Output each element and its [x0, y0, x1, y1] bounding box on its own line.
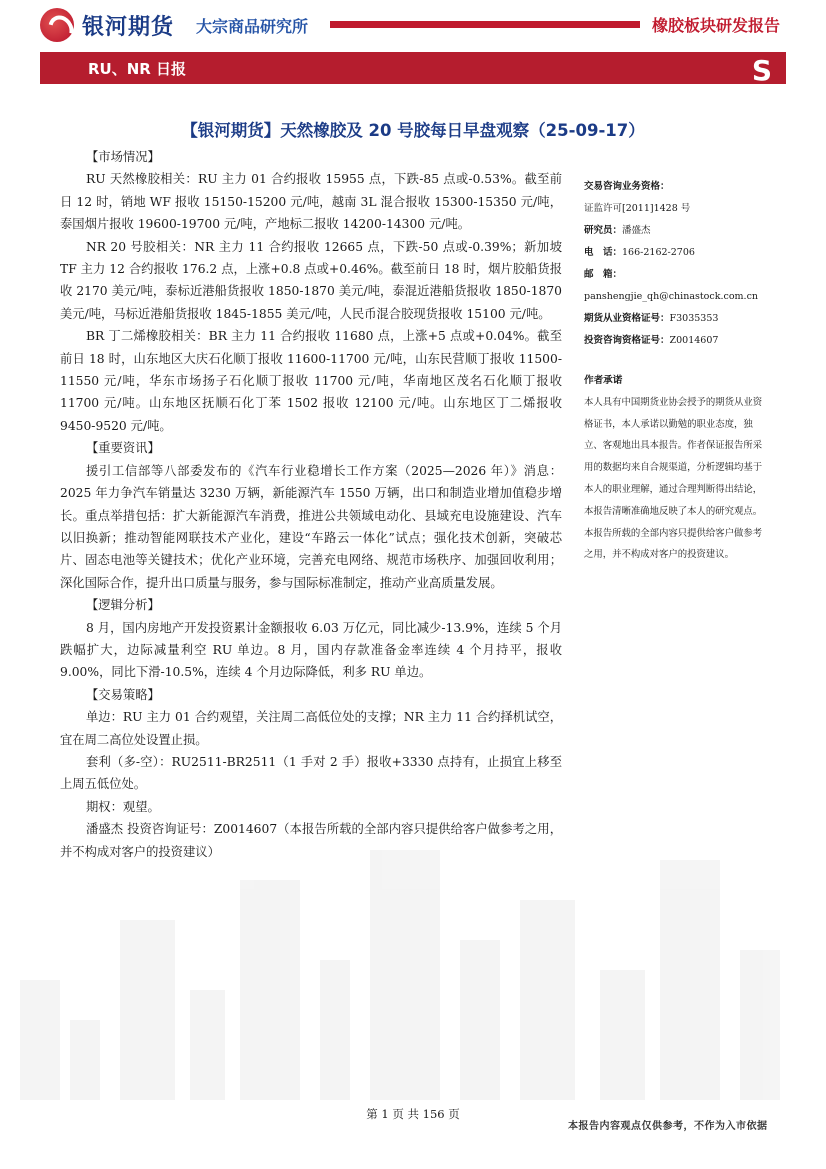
disclaimer-note: 本报告内容观点仅供参考，不作为入市依据	[568, 1121, 768, 1132]
page-number: 第 1 页 共 156 页	[366, 1107, 460, 1121]
futures-cert: F3035353	[669, 313, 719, 324]
futures-cert-label: 期货从业资格证号：	[584, 313, 670, 324]
category-band	[40, 52, 786, 87]
paragraph: RU 天然橡胶相关：RU 主力 01 合约报收 15955 点，下跌-85 点或-0.53%。截至前日 12 时，销地 WF 报收 15150-15200 元/吨，越南 3L 混合报收 15300-15350 元/吨，泰国烟片报收 19600-19700 元/吨，产地标二报收 14200-14300 元/吨。	[60, 172, 562, 232]
paragraph: 8 月，国内房地产开发投资累计金额报收 6.03 万亿元，同比减少-13.9%，连续 5 个月跌幅扩大，边际减量利空 RU 单边。8 月，国内存款准备金率连续 4 个月持平，报收 9.00%，同比下滑-10.5%，连续 4 个月边际降低，利多 RU 单边。	[60, 620, 562, 680]
report-title: 【银河期货】天然橡胶及 20 号胶每日早盘观察（25-09-17）	[181, 121, 645, 140]
section-logic	[60, 594, 562, 684]
phone-number: 166-2162-2706	[622, 247, 695, 258]
section-heading: 【市场情况】	[86, 150, 160, 164]
paragraph: 期权：观望。	[86, 799, 160, 814]
researcher-row	[584, 220, 774, 242]
invest-cert-label: 投资咨询资格证号：	[584, 335, 670, 346]
section-news	[60, 437, 562, 594]
section-heading: 【交易策略】	[86, 687, 160, 702]
email-label: 邮 箱：	[584, 269, 623, 280]
section-heading: 【逻辑分析】	[86, 598, 160, 613]
company-name: 银河期货	[82, 15, 175, 40]
paragraph: 套利（多-空）：RU2511-BR2511（1 手对 2 手）报收+3330 点持有，止损宜上移至上周五低位处。	[60, 754, 562, 792]
paragraph: 单边：RU 主力 01 合约观望，关注周二高低位处的支撑；NR 主力 11 合约择机试空，宜在周二高位处设置止损。	[60, 710, 562, 747]
pledge-heading: 作者承诺	[584, 375, 623, 386]
futures-cert-row	[584, 308, 774, 330]
department-name: 大宗商品研究所	[196, 17, 309, 36]
invest-cert: Z0014607	[669, 335, 719, 346]
email-address[interactable]: panshengjie_qh@chinastock.com.cn	[584, 291, 759, 302]
galaxy-logo-icon	[40, 8, 74, 42]
qualification-label: 交易咨询业务资格：	[584, 181, 670, 192]
paragraph: NR 20 号胶相关：NR 主力 11 合约报收 12665 点，下跌-50 点或-0.39%；新加坡 TF 主力 12 合约报收 176.2 点，上涨+0.8 点或+0.46%。截至前日 18 时，烟片胶船货报收 2170 美元/吨，泰标近港船货报收 1850-1870 美元/吨，泰混近港船货报收 1850-1870 美元/吨，马标近港船货报收 1845-1855 美元/吨，人民币混合胶现货报收 15100 元/吨。	[60, 239, 562, 321]
license-number: 证监许可[2011]1428 号	[584, 203, 691, 214]
invest-cert-row	[584, 330, 774, 352]
report-type: 橡胶板块研发报告	[652, 16, 781, 35]
report-header	[0, 0, 826, 52]
section-heading: 【重要资讯】	[86, 441, 160, 456]
skyline-watermark	[0, 840, 826, 1100]
pledge-text: 本人具有中国期货业协会授予的期货从业资格证书，本人承诺以勤勉的职业态度，独立、客观地出具本报告。作者保证报告所采用的数据均来自合规渠道，分析逻辑均基于本人的职业理解，通过合理判断得出结论，本报告清晰准确地反映了本人的研究观点。本报告所载的全部内容只提供给客户做参考之用，并不构成对客户的投资建议。	[584, 396, 763, 561]
phone-row	[584, 242, 774, 264]
section-market	[60, 146, 562, 437]
report-body	[60, 146, 562, 863]
phone-label: 电 话：	[584, 247, 623, 258]
s-logo-icon: S	[751, 54, 772, 87]
section-strategy	[60, 684, 562, 863]
header-divider	[330, 21, 640, 28]
analyst-info	[584, 176, 774, 352]
band-label: RU、NR 日报	[88, 60, 187, 78]
paragraph: BR 丁二烯橡胶相关：BR 主力 11 合约报收 11680 点，上涨+5 点或+0.04%。截至前日 18 时，山东地区大庆石化顺丁报收 11600-11700 元/吨，山东民营顺丁报收 11500-11550 元/吨，华东市场扬子石化顺丁报收 11700 元/吨，华南地区茂名石化顺丁报收 11700 元/吨。山东地区抚顺石化丁苯 1502 报收 12100 元/吨。山东地区丁二烯报收 9450-9520 元/吨。	[60, 329, 562, 433]
paragraph: 援引工信部等八部委发布的《汽车行业稳增长工作方案（2025—2026 年）》消息：2025 年力争汽车销量达 3230 万辆，新能源汽车 1550 万辆，出口和制造业增加值稳步增长。重点举措包括：扩大新能源汽车消费，推进公共领域电动化、县域充电设施建设、汽车以旧换新；推动智能网联技术产业化，建设“车路云一体化”试点；强化技术创新，突破芯片、固态电池等关键技术；优化产业环境，完善充电网络、规范市场秩序、加强回收利用；深化国际合作，提升出口质量与服务，参与国际标准制定，推动产业高质量发展。	[60, 463, 562, 590]
researcher-label: 研究员：	[584, 225, 623, 236]
researcher-name: 潘盛杰	[622, 225, 651, 236]
author-pledge	[584, 370, 770, 566]
paragraph: 潘盛杰 投资咨询证号：Z0014607（本报告所载的全部内容只提供给客户做参考之用，并不构成对客户的投资建议）	[60, 822, 562, 859]
